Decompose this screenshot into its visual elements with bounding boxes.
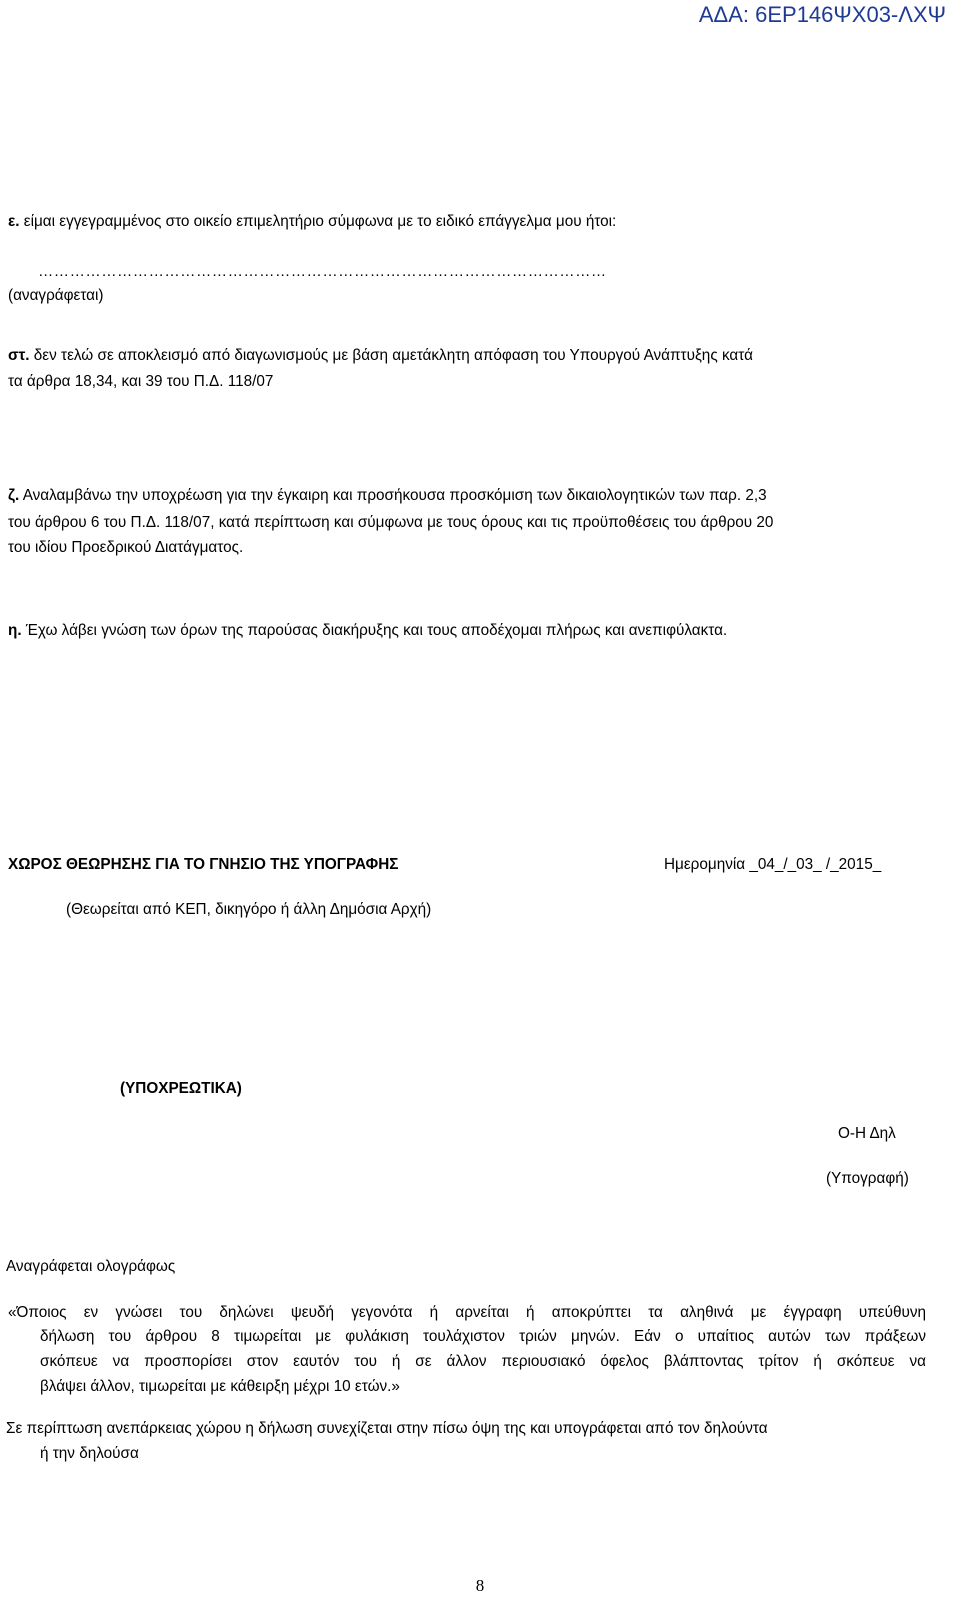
item-z-marker: ζ.	[8, 487, 20, 504]
item-e-text: είμαι εγγεγραμμένος στο οικείο επιμελητήριο σύμφωνα με το ειδικό επάγγελμα μου ήτοι:	[19, 213, 617, 230]
warning-line1: «Όποιος εν γνώσει του δηλώνει ψευδή γεγονότα ή αρνείται ή αποκρύπτει τα αληθινά με έγγραφη υπεύθυνη	[8, 1304, 926, 1321]
warning-line3: σκόπευε να προσπορίσει στον εαυτόν του ή σε άλλον περιουσιακό όφελος βλάπτοντας τρίτον ή σκόπευε να	[40, 1353, 926, 1370]
document-code: ΑΔΑ: 6ΕΡ146ΨΧ03-ΛΧΨ	[698, 2, 946, 27]
item-h-text: Έχω λάβει γνώση των όρων της παρούσας διακήρυξης και τους αποδέχομαι πλήρως και ανεπιφύλακτα.	[21, 622, 728, 639]
item-z-line3: του ιδίου Προεδρικού Διατάγματος.	[8, 539, 244, 556]
item-e	[8, 212, 616, 232]
endorsement-title: ΧΩΡΟΣ ΘΕΩΡΗΣΗΣ ΓΙΑ ΤΟ ΓΝΗΣΙΟ ΤΗΣ ΥΠΟΓΡΑΦΗΣ	[8, 856, 399, 873]
footnote-line1: Σε περίπτωση ανεπάρκειας χώρου η δήλωση συνεχίζεται στην πίσω όψη της και υπογράφεται από τον δηλούντα	[6, 1420, 768, 1437]
item-st-line1	[8, 346, 753, 366]
endorsement-note: (Θεωρείται από ΚΕΠ, δικηγόρο ή άλλη Δημόσια Αρχή)	[66, 901, 432, 918]
item-h-marker: η.	[8, 622, 22, 639]
item-st-line2: τα άρθρα 18,34, και 39 του Π.Δ. 118/07	[8, 373, 274, 390]
declarant-label: Ο-Η Δηλ	[838, 1125, 896, 1142]
item-e-marker: ε.	[8, 213, 20, 230]
item-z-line1	[8, 486, 767, 506]
item-h	[8, 621, 727, 641]
item-st-marker: στ.	[8, 347, 30, 364]
warning-line4: βλάψει άλλον, τιμωρείται με κάθειρξη μέχρι 10 ετών.»	[40, 1378, 400, 1395]
mandatory-label: (ΥΠΟΧΡΕΩΤΙΚΑ)	[120, 1080, 242, 1097]
page-number: 8	[475, 1576, 485, 1595]
warning-line2: δήλωση του άρθρου 8 τιμωρείται με φυλάκιση τουλάχιστον τριών μηνών. Εάν ο υπαίτιος αυτών των πράξεων	[40, 1328, 926, 1345]
item-z-line2: του άρθρου 6 του Π.Δ. 118/07, κατά περίπτωση και σύμφωνα με τους όρους και τις προϋποθέσεις του άρθρου 20	[8, 514, 774, 531]
signature-label: (Υπογραφή)	[826, 1170, 909, 1187]
footnote-line2: ή την δηλούσα	[40, 1445, 139, 1462]
item-z-text: Αναλαμβάνω την υποχρέωση για την έγκαιρη και προσήκουσα προσκόμιση των δικαιολογητικών των παρ. 2,3	[19, 487, 767, 504]
in-words-note: Αναγράφεται ολογράφως	[6, 1258, 176, 1275]
item-st-text: δεν τελώ σε αποκλεισμό από διαγωνισμούς με βάση αμετάκλητη απόφαση του Υπουργού Ανάπτυξης κατά	[29, 347, 753, 364]
item-e-note: (αναγράφεται)	[8, 287, 104, 304]
date-field: Ημερομηνία _04_/_03_ /_2015_	[664, 856, 882, 873]
item-e-blank-line: ………………………………………………………………………………………………	[38, 263, 607, 280]
